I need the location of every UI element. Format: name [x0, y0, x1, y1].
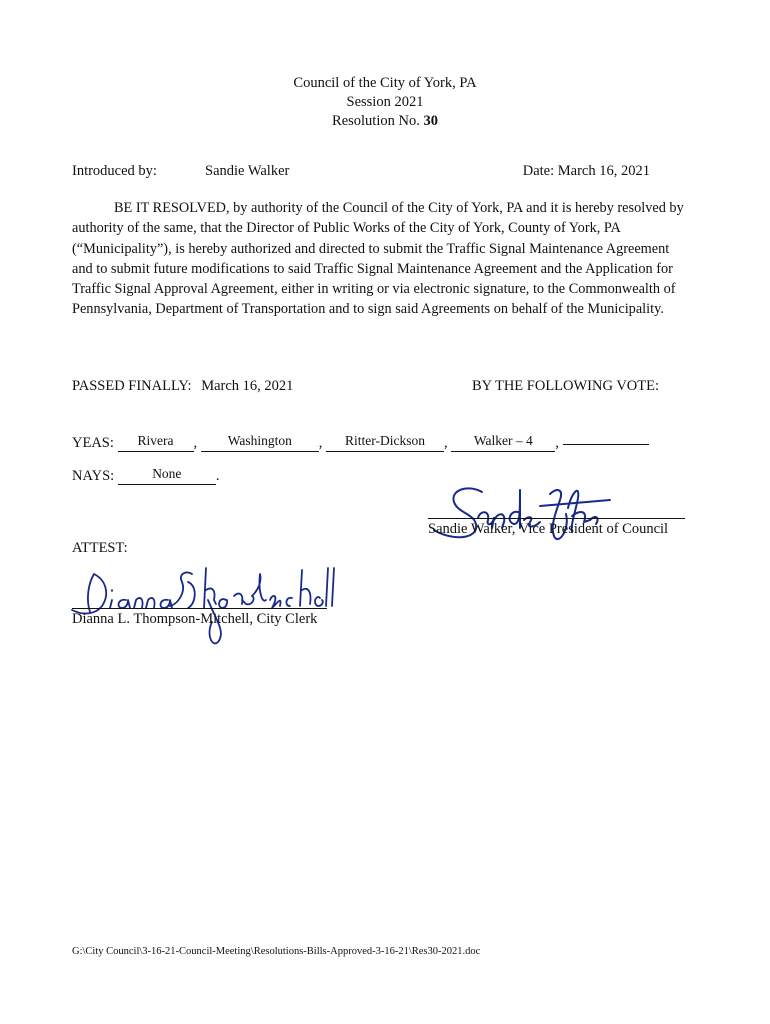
- resolution-body: [72, 198, 692, 320]
- session-label: Session 2021: [346, 94, 424, 110]
- yea-vote: Rivera: [118, 435, 194, 452]
- city-clerk-signature-line: [72, 608, 327, 609]
- council-title: Council of the City of York, PA: [293, 75, 477, 91]
- city-clerk-signature: [66, 560, 336, 645]
- introduced-by-name: Sandie Walker: [205, 163, 290, 179]
- vice-president-signature-line: [428, 518, 685, 519]
- nays-row: NAYS: None .: [72, 466, 220, 484]
- file-path-footer: G:\City Council\3-16-21-Council-Meeting\Resolutions-Bills-Approved-3-16-21\Res30-2021.doc: [72, 946, 481, 957]
- nay-vote: None: [118, 468, 216, 485]
- attest-label: ATTEST:: [72, 540, 128, 556]
- resolution-line: [0, 112, 770, 131]
- introduced-by-label: Introduced by:: [72, 163, 157, 179]
- yea-vote: Washington: [201, 435, 319, 452]
- yea-vote: Ritter-Dickson: [326, 435, 444, 452]
- nays-label: NAYS:: [72, 468, 115, 484]
- resolution-paragraph: BE IT RESOLVED, by authority of the Council of the City of York, PA and it is hereby resolved by authority of the same, that the Director of Public Works of the City of York, County of York, PA (“Municipality”), is hereby authorized and directed to submit the Traffic Signal Maintenance Agreement and to submit future modifications to said Traffic Signal Maintenance Agreement and the Application for Traffic Signal Approval Agreement, either in writing or via electronic signature, to the Commonwealth of Pennsylvania, Department of Transportation and to sign said Agreements on behalf of the Municipality.: [72, 200, 684, 318]
- yeas-row: YEAS: Rivera , Washington , Ritter-Dickson , Walker – 4 ,: [72, 430, 649, 450]
- vice-president-caption: Sandie Walker, Vice President of Council: [428, 521, 669, 537]
- passed-finally-label: PASSED FINALLY:: [72, 378, 192, 394]
- document-header: [0, 74, 770, 131]
- passed-finally: [72, 378, 293, 395]
- resolution-date: Date: March 16, 2021: [522, 163, 650, 179]
- introduced-by-row: [72, 163, 662, 183]
- resolution-number: 30: [423, 113, 438, 129]
- yeas-label: YEAS:: [72, 435, 114, 451]
- city-clerk-caption: Dianna L. Thompson-Mitchell, City Clerk: [72, 611, 318, 627]
- yea-vote: [563, 428, 649, 445]
- vice-president-signature: [420, 470, 620, 558]
- yea-vote: Walker – 4: [451, 435, 555, 452]
- passed-finally-date: March 16, 2021: [201, 378, 294, 394]
- vote-heading: BY THE FOLLOWING VOTE:: [472, 378, 660, 394]
- resolution-prefix: Resolution No.: [332, 113, 420, 129]
